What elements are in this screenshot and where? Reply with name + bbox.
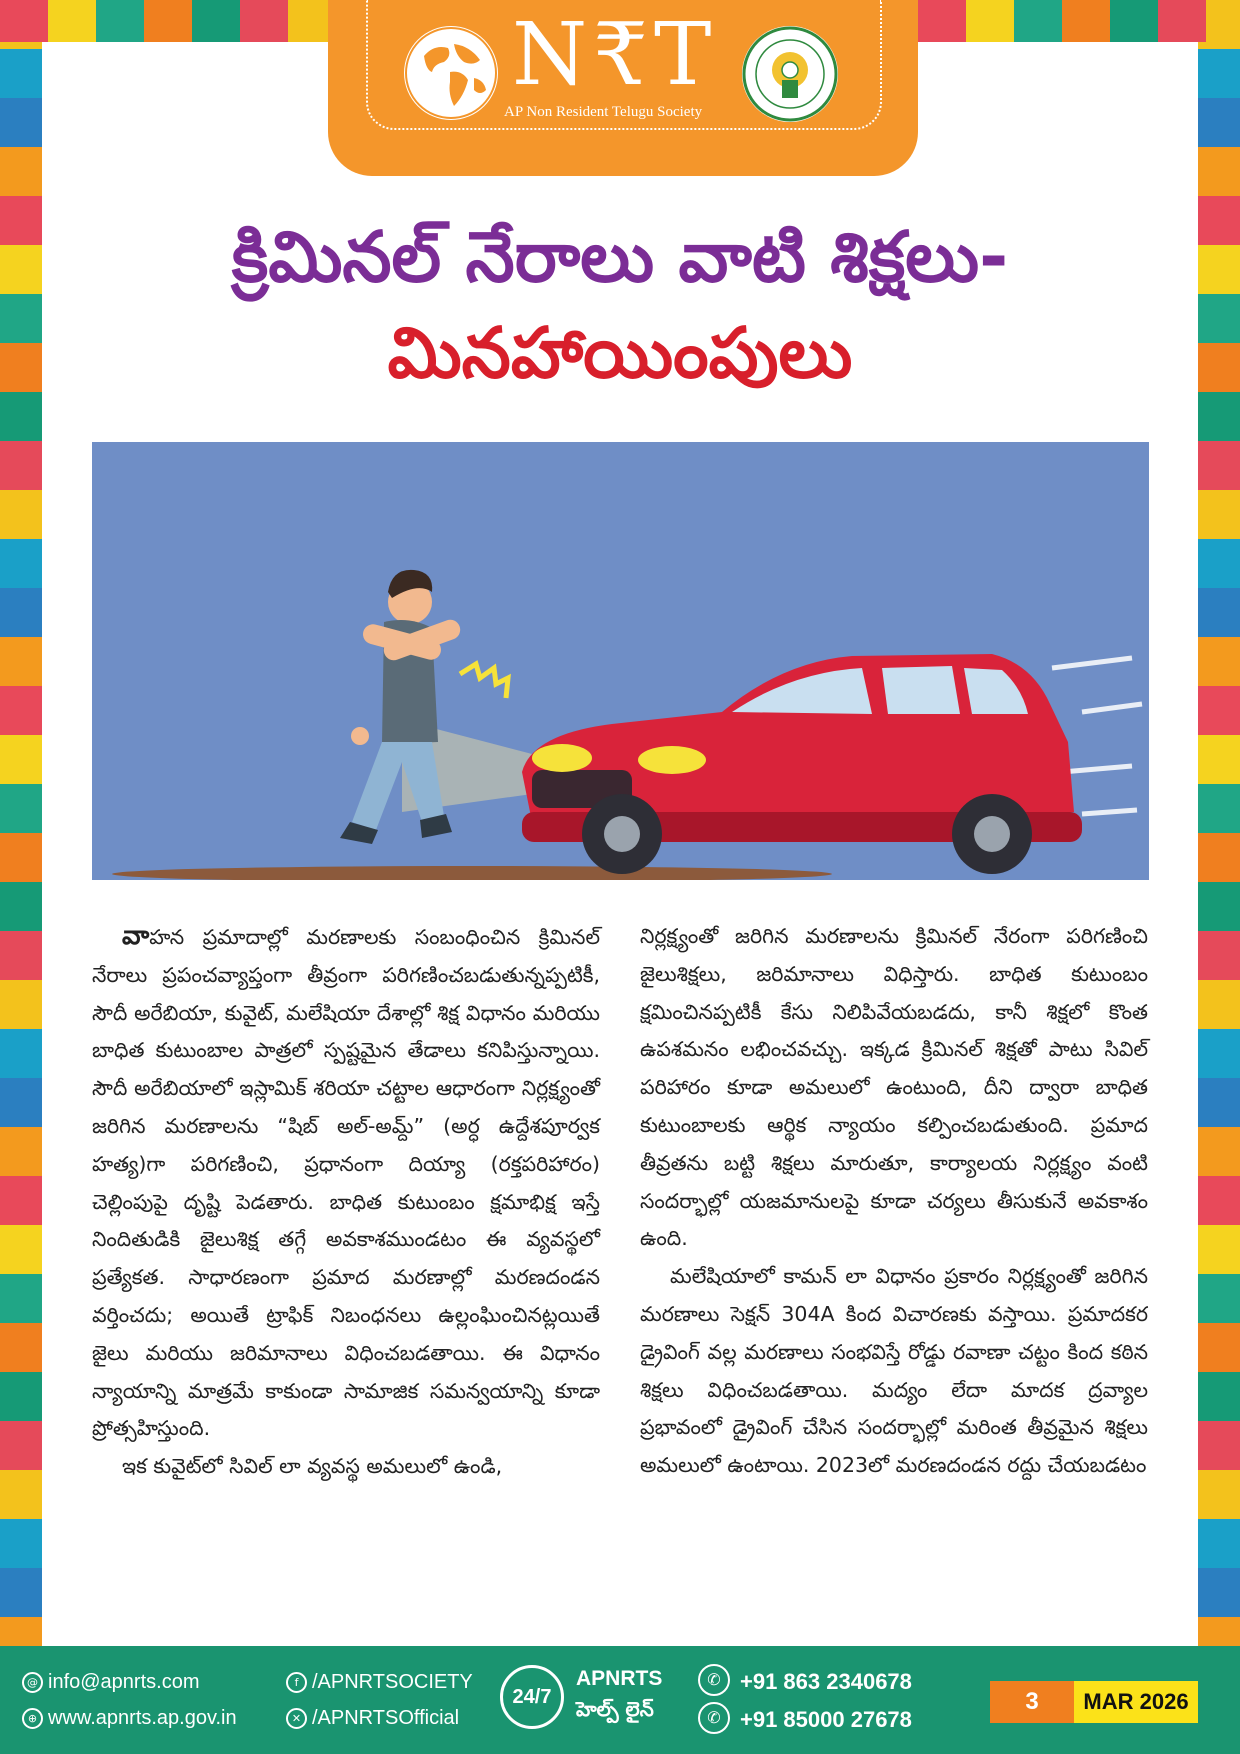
- stripe-segment: [1158, 0, 1206, 42]
- stripe-segment: [1198, 539, 1240, 588]
- article-title-line-1: క్రిమినల్ నేరాలు వాటి శిక్షలు-: [231, 216, 1009, 298]
- stripe-segment: [0, 294, 42, 343]
- stripe-segment: [0, 147, 42, 196]
- stripe-segment: [1198, 441, 1240, 490]
- top-right-decorative-stripe: [918, 0, 1240, 42]
- stripe-segment: [1198, 637, 1240, 686]
- page-number: 3: [990, 1681, 1074, 1723]
- stripe-segment: [1198, 1470, 1240, 1519]
- top-left-decorative-stripe: [0, 0, 330, 42]
- stripe-segment: [1198, 196, 1240, 245]
- stripe-segment: [1198, 1225, 1240, 1274]
- stripe-segment: [1198, 490, 1240, 539]
- stripe-segment: [1198, 392, 1240, 441]
- stripe-segment: [1062, 0, 1110, 42]
- stripe-segment: [1198, 1323, 1240, 1372]
- stripe-segment: [0, 196, 42, 245]
- stripe-segment: [1198, 588, 1240, 637]
- footer-phone-1[interactable]: +91 863 2340678: [740, 1669, 912, 1694]
- logo-subtitle: AP Non Resident Telugu Society: [504, 104, 703, 120]
- stripe-segment: [0, 98, 42, 147]
- stripe-segment: [1198, 1372, 1240, 1421]
- stripe-segment: [966, 0, 1014, 42]
- logo-wordmark: N₹T: [512, 5, 718, 105]
- stripe-segment: [0, 1372, 42, 1421]
- right-decorative-stripe: [1198, 0, 1240, 1646]
- stripe-segment: [0, 1568, 42, 1617]
- stripe-segment: [1198, 1078, 1240, 1127]
- stripe-segment: [0, 0, 48, 42]
- facebook-icon: f: [286, 1672, 307, 1693]
- x-icon: ✕: [286, 1708, 307, 1729]
- stripe-segment: [0, 245, 42, 294]
- stripe-segment: [0, 1519, 42, 1568]
- issue-date: MAR 2026: [1074, 1681, 1198, 1723]
- stripe-segment: [918, 0, 966, 42]
- helpline-label: హెల్ప్ లైన్: [576, 1697, 654, 1721]
- stripe-segment: [1198, 686, 1240, 735]
- stripe-segment: [0, 1029, 42, 1078]
- stripe-segment: [1014, 0, 1062, 42]
- article-column-2: [640, 918, 1148, 1485]
- paragraph-text: హన ప్రమాదాల్లో మరణాలకు సంబంధించిన క్రిమినల్ నేరాలు ప్రపంచవ్యాప్తంగా తీవ్రంగా పరిగణించబడుతున్నప్పటికీ, సౌదీ అరేబియా, కువైట్, మలేషియా దేశాల్లో శిక్ష విధానం మరియు బాధిత కుటుంబాల పాత్రలో స్పష్టమైన తేడాలు కనిపిస్తున్నాయి. సౌదీ అరేబియాలో ఇస్లామిక్ శరియా చట్టాల ఆధారంగా నిర్లక్ష్యంతో జరిగిన మరణాలను “షిబ్ అల్-అమ్ద్” (అర్ధ ఉద్దేశపూర్వక హత్య)గా పరిగణించి, ప్రధానంగా దియ్యా (రక్తపరిహారం) చెల్లింపుపై దృష్టి పెడతారు. బాధిత కుటుంబం క్షమాభిక్ష ఇస్తే నిందితుడికి జైలుశిక్ష తగ్గే అవకాశముండటం ఈ వ్యవస్థలో ప్రత్యేకత. సాధారణంగా ప్రమాద మరణాల్లో మరణదండన వర్తించదు; అయితే ట్రాఫిక్ నిబంధనలు ఉల్లంఘించినట్లయితే జైలు మరియు జరిమానాలు విధించబడతాయి. ఈ విధానం న్యాయాన్ని మాత్రమే కాకుండా సామాజిక సమన్వయాన్ని కూడా ప్రోత్సహిస్తుంది.: [92, 925, 600, 1441]
- footer-email[interactable]: info@apnrts.com: [48, 1671, 200, 1693]
- stripe-segment: [1198, 1421, 1240, 1470]
- stripe-segment: [144, 0, 192, 42]
- stripe-segment: [0, 1078, 42, 1127]
- stripe-segment: [0, 490, 42, 539]
- stripe-segment: [1198, 735, 1240, 784]
- stripe-segment: [1110, 0, 1158, 42]
- stripe-segment: [0, 1127, 42, 1176]
- stripe-segment: [0, 735, 42, 784]
- globe-icon: [404, 26, 498, 120]
- stripe-segment: [240, 0, 288, 42]
- accident-illustration: [92, 442, 1149, 880]
- stripe-segment: [1198, 1519, 1240, 1568]
- article-column-1: [92, 918, 600, 1486]
- stripe-segment: [1198, 882, 1240, 931]
- article-title-line-2: మినహాయింపులు: [387, 312, 853, 394]
- stripe-segment: [1198, 1568, 1240, 1617]
- stripe-segment: [1198, 833, 1240, 882]
- stripe-segment: [0, 343, 42, 392]
- stripe-segment: [0, 882, 42, 931]
- stripe-segment: [48, 0, 96, 42]
- helpline-name: APNRTS: [576, 1667, 663, 1690]
- stripe-segment: [0, 637, 42, 686]
- stripe-segment: [0, 392, 42, 441]
- header-logo-badge: [328, 0, 918, 176]
- stripe-segment: [1198, 294, 1240, 343]
- stripe-segment: [0, 49, 42, 98]
- stripe-segment: [0, 441, 42, 490]
- stripe-segment: [0, 1421, 42, 1470]
- globe-icon: ⊕: [22, 1708, 43, 1729]
- stripe-segment: [1198, 49, 1240, 98]
- article-paragraph: నిర్లక్ష్యంతో జరిగిన మరణాలను క్రిమినల్ నేరంగా పరిగణించి జైలుశిక్షలు, జరిమానాలు విధిస్తారు. బాధిత కుటుంబం క్షమించినప్పటికీ కేసు నిలిపివేయబడదు, కానీ శిక్షలో కొంత ఉపశమనం లభించవచ్చు. ఇక్కడ క్రిమినల్ శిక్షతో పాటు సివిల్ పరిహారం కూడా అమలులో ఉంటుంది, దీని ద్వారా బాధిత కుటుంబాలకు ఆర్థిక న్యాయం కల్పించబడుతుంది. ప్రమాద తీవ్రతను బట్టి శిక్షలు మారుతూ, కార్యాలయ నిర్లక్ష్యం వంటి సందర్భాల్లో యజమానులపై కూడా చర్యలు తీసుకునే అవకాశం ఉంది.: [640, 924, 1148, 1251]
- helpline-24-7-badge: 24/7: [500, 1665, 564, 1729]
- stripe-segment: [1198, 98, 1240, 147]
- stripe-segment: [1198, 245, 1240, 294]
- left-decorative-stripe: [0, 0, 42, 1646]
- footer-x-handle[interactable]: /APNRTSOfficial: [312, 1707, 460, 1729]
- stripe-segment: [0, 1176, 42, 1225]
- stripe-segment: [1198, 1029, 1240, 1078]
- stripe-segment: [0, 588, 42, 637]
- article-paragraph: మలేషియాలో కామన్ లా విధానం ప్రకారం నిర్లక్ష్యంతో జరిగిన మరణాలు సెక్షన్ 304A కింద విచారణకు వస్తాయి. ప్రమాదకర డ్రైవింగ్ వల్ల మరణాలు సంభవిస్తే రోడ్డు రవాణా చట్టం కింద కఠిన శిక్షలు విధించబడతాయి. మద్యం లేదా మాదక ద్రవ్యాల ప్రభావంలో డ్రైవింగ్ చేసిన సందర్భాల్లో మరింత తీవ్రమైన శిక్షలు అమలులో ఉంటాయి. 2023లో మరణదండన రద్దు చేయబడటం: [640, 1264, 1148, 1478]
- stripe-segment: [0, 980, 42, 1029]
- stripe-segment: [1198, 1127, 1240, 1176]
- stripe-segment: [1198, 1176, 1240, 1225]
- footer-website[interactable]: www.apnrts.ap.gov.in: [48, 1707, 237, 1729]
- footer-facebook[interactable]: /APNRTSOCIETY: [312, 1671, 473, 1693]
- dropcap: వా: [122, 921, 150, 951]
- stripe-segment: [1206, 0, 1240, 42]
- stripe-segment: [1198, 784, 1240, 833]
- mail-icon: @: [22, 1672, 43, 1693]
- stripe-segment: [1198, 343, 1240, 392]
- whatsapp-icon: ✆: [698, 1702, 730, 1734]
- stripe-segment: [192, 0, 240, 42]
- stripe-segment: [1198, 931, 1240, 980]
- stripe-segment: [0, 539, 42, 588]
- stripe-segment: [0, 1225, 42, 1274]
- stripe-segment: [1198, 1274, 1240, 1323]
- phone-icon: ✆: [698, 1664, 730, 1696]
- stripe-segment: [0, 931, 42, 980]
- stripe-segment: [0, 1470, 42, 1519]
- stripe-segment: [0, 784, 42, 833]
- stripe-segment: [1198, 980, 1240, 1029]
- ap-government-seal-icon: [742, 26, 838, 122]
- stripe-segment: [96, 0, 144, 42]
- stripe-segment: [1198, 147, 1240, 196]
- article-paragraph: [92, 918, 600, 1448]
- footer-phone-2[interactable]: +91 85000 27678: [740, 1707, 912, 1732]
- stripe-segment: [0, 833, 42, 882]
- stripe-segment: [0, 686, 42, 735]
- stripe-segment: [0, 1323, 42, 1372]
- article-paragraph: ఇక కువైట్‌లో సివిల్ లా వ్యవస్థ అమలులో ఉండి,: [122, 1454, 503, 1479]
- stripe-segment: [0, 1274, 42, 1323]
